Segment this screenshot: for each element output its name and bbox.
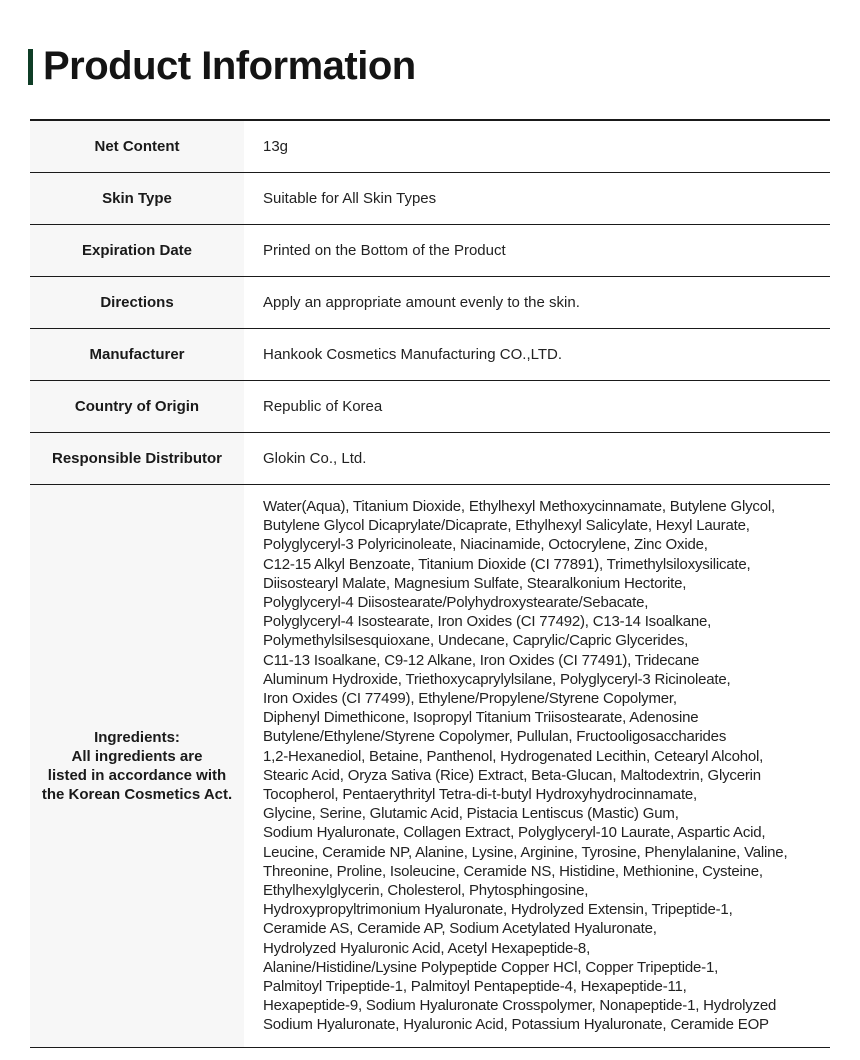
page-title-text: Product Information — [43, 44, 416, 88]
row-label: Country of Origin — [30, 381, 244, 432]
table-row-net-content — [30, 121, 830, 173]
title-accent-bar — [28, 49, 33, 85]
row-value: Apply an appropriate amount evenly to the skin. — [263, 294, 580, 311]
table-row-ingredients — [30, 485, 830, 1048]
row-label: Responsible Distributor — [30, 433, 244, 484]
row-value: Hankook Cosmetics Manufacturing CO.,LTD. — [263, 346, 562, 363]
table-row-country-of-origin — [30, 381, 830, 433]
row-label: Net Content — [30, 121, 244, 172]
product-info-table — [30, 119, 830, 1048]
row-value: Suitable for All Skin Types — [263, 190, 437, 207]
page-title — [28, 44, 416, 89]
table-row-responsible-distributor — [30, 433, 830, 485]
row-value: 13g — [263, 138, 289, 155]
table-row-expiration-date — [30, 225, 830, 277]
row-label: Skin Type — [30, 173, 244, 224]
table-row-manufacturer — [30, 329, 830, 381]
ingredients-list: Water(Aqua), Titanium Dioxide, Ethylhexyl Methoxycinnamate, Butylene Glycol, Butylene Glycol Dicaprylate/Dicaprate, Ethylhexyl Salicylate, Hexyl Laurate, Polyglyceryl-3 Polyricinoleate, Niacinamide, Octocrylene, Zinc Oxide, C12-15 Alkyl Benzoate, Titanium Dioxide (CI 77891), Trimethylsiloxysilicate, Diisostearyl Malate, Magnesium Sulfate, Stearalkonium Hectorite, Polyglyceryl-4 Diisostearate/Polyhydroxystearate/Sebacate, Polyglyceryl-4 Isostearate, Iron Oxides (CI 77492), C13-14 Isoalkane, Polymethylsilsesquioxane, Undecane, Caprylic/Capric Glycerides, C11-13 Isoalkane, C9-12 Alkane, Iron Oxides (CI 77491), Tridecane Aluminum Hydroxide, Triethoxycaprylylsilane, Polyglyceryl-3 Ricinoleate, Iron Oxides (CI 77499), Ethylene/Propylene/Styrene Copolymer, Diphenyl Dimethicone, Isopropyl Titanium Triisostearate, Adenosine Butylene/Ethylene/Styrene Copolymer, Pullulan, Fructooligosaccharides 1,2-Hexanediol, Betaine, Panthenol, Hydrogenated Lecithin, Cetearyl Alcohol, Stearic Acid, Oryza Sativa (Rice) Extract, Beta-Glucan, Maltodextrin, Glycerin Tocopherol, Pentaerythrityl Tetra-di-t-butyl Hydroxyhydrocinnamate, Glycine, Serine, Glutamic Acid, Pistacia Lentiscus (Mastic) Gum, Sodium Hyaluronate, Collagen Extract, Polyglyceryl-10 Laurate, Aspartic Acid, Leucine, Ceramide NP, Alanine, Lysine, Arginine, Tyrosine, Phenylalanine, Valine, Threonine, Proline, Isoleucine, Ceramide NS, Histidine, Methionine, Cysteine, Ethylhexylglycerin, Cholesterol, Phytosphingosine, Hydroxypropyltrimonium Hyaluronate, Hydrolyzed Extensin, Tripeptide-1, Ceramide AS, Ceramide AP, Sodium Acetylated Hyaluronate, Hydrolyzed Hyaluronic Acid, Acetyl Hexapeptide-8, Alanine/Histidine/Lysine Polypeptide Copper HCl, Copper Tripeptide-1, Palmitoyl Tripeptide-1, Palmitoyl Pentapeptide-4, Hexapeptide-11, Hexapeptide-9, Sodium Hyaluronate Crosspolymer, Nonapeptide-1, Hydrolyzed Sodium Hyaluronate, Hyaluronic Acid, Potassium Hyaluronate, Ceramide EOP — [263, 498, 788, 1034]
row-value: Republic of Korea — [263, 398, 383, 415]
table-row-directions — [30, 277, 830, 329]
row-label: Directions — [30, 277, 244, 328]
row-value: Glokin Co., Ltd. — [263, 450, 367, 467]
row-label: Manufacturer — [30, 329, 244, 380]
row-value: Printed on the Bottom of the Product — [263, 242, 506, 259]
ingredients-label: Ingredients: All ingredients are listed in accordance with the Korean Cosmetics Act. — [30, 485, 244, 1047]
row-label: Expiration Date — [30, 225, 244, 276]
table-row-skin-type — [30, 173, 830, 225]
